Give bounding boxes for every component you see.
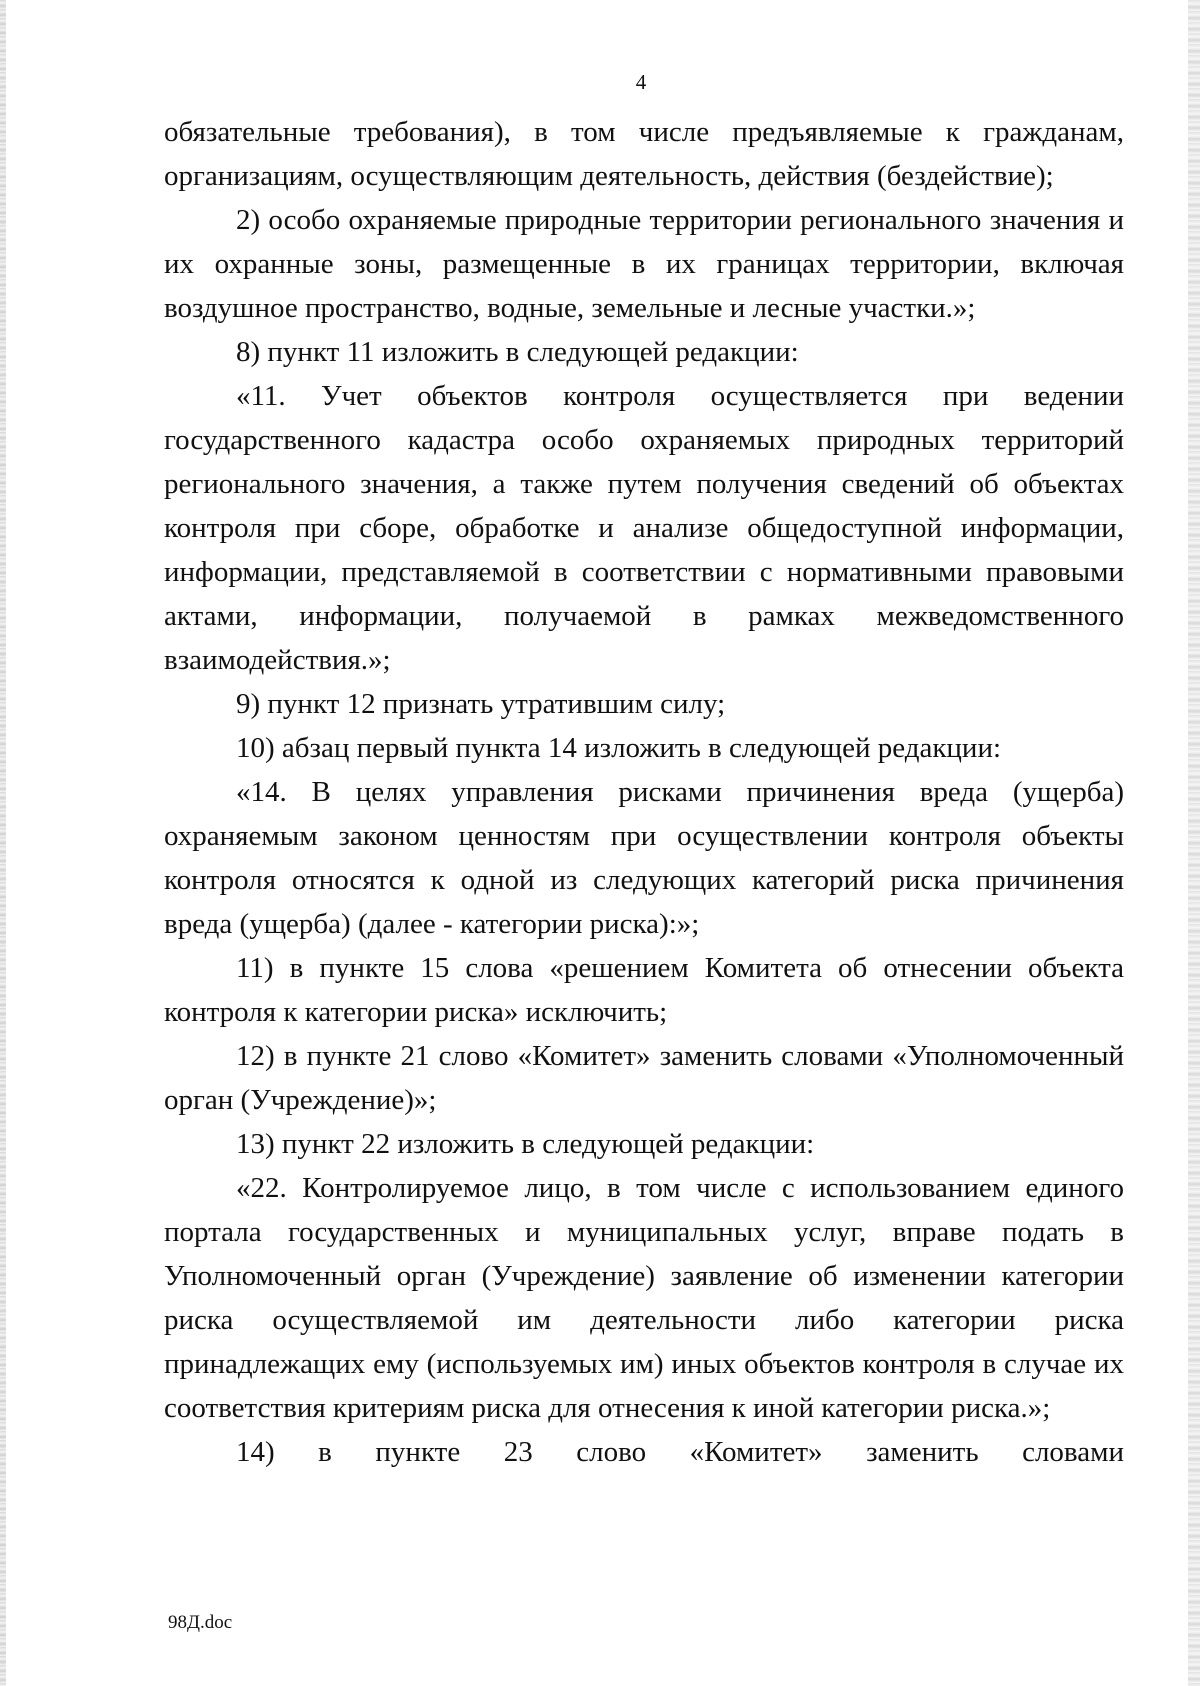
paragraph-clause-11: «11. Учет объектов контроля осуществляется при ведении государственного кадастра особо охраняемых природных территорий регионального значения, а также путем получения сведений об объектах контроля при сборе, обработке и анализе общедоступной информации, информации, представляемой в соответствии с нормативными правовыми актами, информации, получаемой в рамках межведомственного взаимодействия.»; xyxy=(164,380,1124,676)
paragraph-item-11: 11) в пункте 15 слова «решением Комитета об отнесении объекта контроля к категории риска» исключить; xyxy=(164,952,1124,1028)
page-number: 4 xyxy=(635,70,647,94)
paragraph-item-14: 14) в пункте 23 слово «Комитет» заменить словами xyxy=(236,1436,1124,1468)
document-body xyxy=(164,110,1124,1474)
paragraph-item-13: 13) пункт 22 изложить в следующей редакции: xyxy=(236,1128,815,1160)
scan-edge-left xyxy=(0,0,6,1686)
paragraph-item-12: 12) в пункте 21 слово «Комитет» заменить словами «Уполномоченный орган (Учреждение)»; xyxy=(164,1040,1124,1116)
paragraph-clause-14: «14. В целях управления рисками причинения вреда (ущерба) охраняемым законом ценностям при осуществлении контроля объекты контроля относятся к одной из следующих категорий риска причинения вреда (ущерба) (далее - категории риска):»; xyxy=(164,776,1124,940)
footer-filename: 98Д.doc xyxy=(168,1612,233,1633)
paragraph-continuation: обязательные требования), в том числе предъявляемые к гражданам, организациям, осуществляющим деятельность, действия (бездействие); xyxy=(164,116,1124,192)
paragraph-item-8: 8) пункт 11 изложить в следующей редакции: xyxy=(236,336,799,368)
paragraph-item-9: 9) пункт 12 признать утратившим силу; xyxy=(236,688,726,720)
scan-edge-right xyxy=(1188,0,1200,1686)
paragraph-clause-22: «22. Контролируемое лицо, в том числе с использованием единого портала государственных и муниципальных услуг, вправе подать в Уполномоченный орган (Учреждение) заявление об изменении категории риска осуществляемой им деятельности либо категории риска принадлежащих ему (используемых им) иных объектов контроля в случае их соответствия критериям риска для отнесения к иной категории риска.»; xyxy=(164,1172,1124,1424)
paragraph-item-2: 2) особо охраняемые природные территории регионального значения и их охранные зоны, размещенные в их границах территории, включая воздушное пространство, водные, земельные и лесные участки.»; xyxy=(164,204,1124,324)
paragraph-item-10: 10) абзац первый пункта 14 изложить в следующей редакции: xyxy=(236,732,1002,764)
